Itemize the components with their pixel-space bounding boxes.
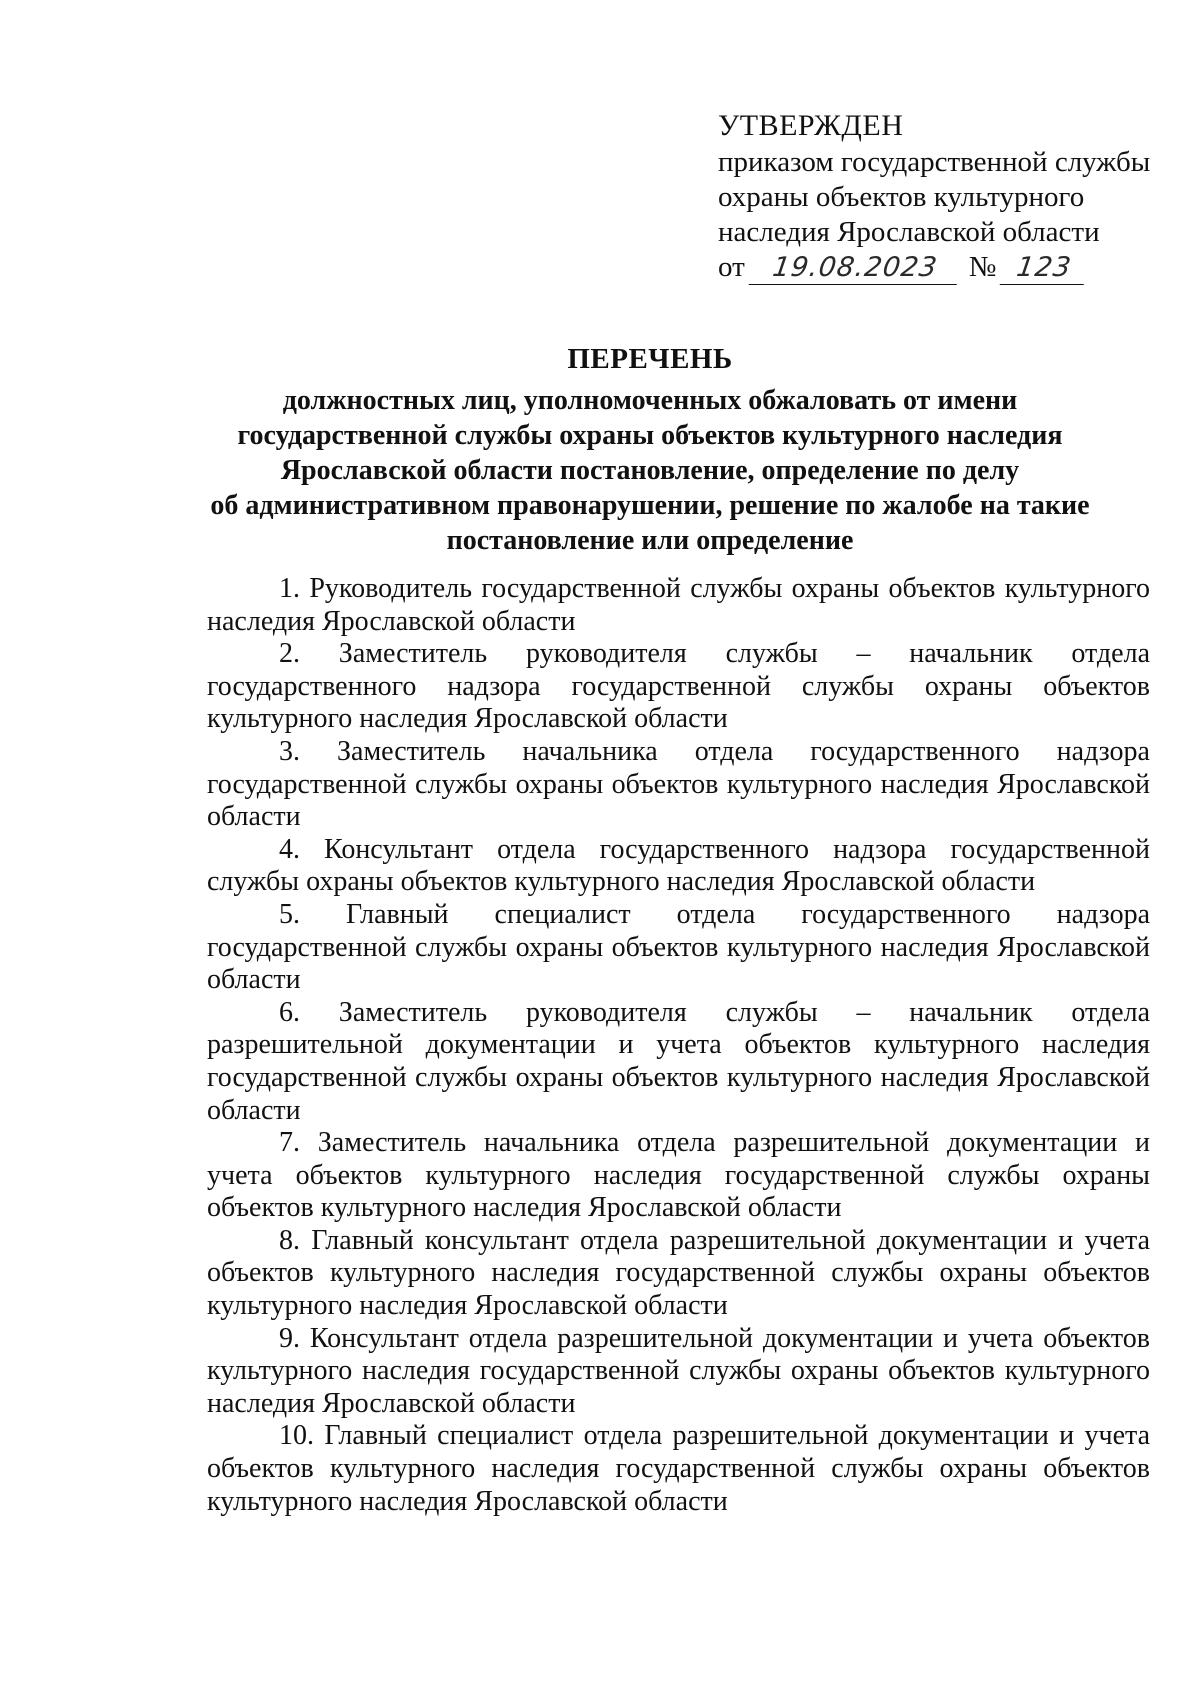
list-item: 6. Заместитель руководителя службы – начальник отдела разрешительной документации и учета объектов культурного наследия государственной службы охраны объектов культурного наследия Ярославской области [207, 996, 1150, 1126]
title-line: государственной службы охраны объектов культурного наследия [237, 420, 1063, 451]
list-item: 5. Главный специалист отдела государственного надзора государственной службы охраны объектов культурного наследия Ярославской области [207, 898, 1150, 996]
list-item: 3. Заместитель начальника отдела государственного надзора государственной службы охраны объектов культурного наследия Ярославской области [207, 735, 1150, 833]
approval-line: наследия Ярославской области [718, 216, 1100, 248]
list-item: 2. Заместитель руководителя службы – начальник отдела государственного надзора государственной службы охраны объектов культурного наследия Ярославской области [207, 638, 1150, 735]
officials-list [207, 573, 1150, 1518]
number-prefix: № [968, 251, 997, 283]
order-number-handwritten: 123 [1000, 252, 1089, 285]
order-date-handwritten: 19.08.2023 [748, 252, 961, 285]
list-item: 7. Заместитель начальника отдела разрешительной документации и учета объектов культурного наследия государственной службы охраны объектов культурного наследия Ярославской области [207, 1127, 1150, 1224]
list-item: 10. Главный специалист отдела разрешительной документации и учета объектов культурного наследия государственной службы охраны объектов культурного наследия Ярославской области [207, 1420, 1150, 1517]
approval-line: приказом государственной службы [718, 146, 1151, 178]
title-heading: ПЕРЕЧЕНЬ [567, 343, 733, 375]
list-item: 9. Консультант отдела разрешительной документации и учета объектов культурного наследия государственной службы охраны объектов культурного наследия Ярославской области [207, 1322, 1150, 1419]
title-line: постановление или определение [446, 525, 854, 556]
title-line: Ярославской области постановление, определение по делу [280, 455, 1020, 486]
title-line: об административном правонарушении, решение по жалобе на такие [210, 490, 1090, 521]
approval-stamp [718, 108, 1151, 285]
list-item: 4. Консультант отдела государственного надзора государственной службы охраны объектов культурного наследия Ярославской области [207, 833, 1150, 898]
date-prefix: от [718, 251, 745, 283]
approval-line: охраны объектов культурного [718, 181, 1085, 213]
list-item: 8. Главный консультант отдела разрешительной документации и учета объектов культурного наследия государственной службы охраны объектов культурного наследия Ярославской области [207, 1224, 1150, 1322]
order-date-line [718, 250, 1138, 285]
document-title [150, 342, 1150, 558]
approved-word: УТВЕРЖДЕН [718, 109, 904, 142]
list-item: 1. Руководитель государственной службы охраны объектов культурного наследия Ярославской области [207, 573, 1150, 637]
title-line: должностных лиц, уполномоченных обжаловать от имени [282, 385, 1018, 416]
